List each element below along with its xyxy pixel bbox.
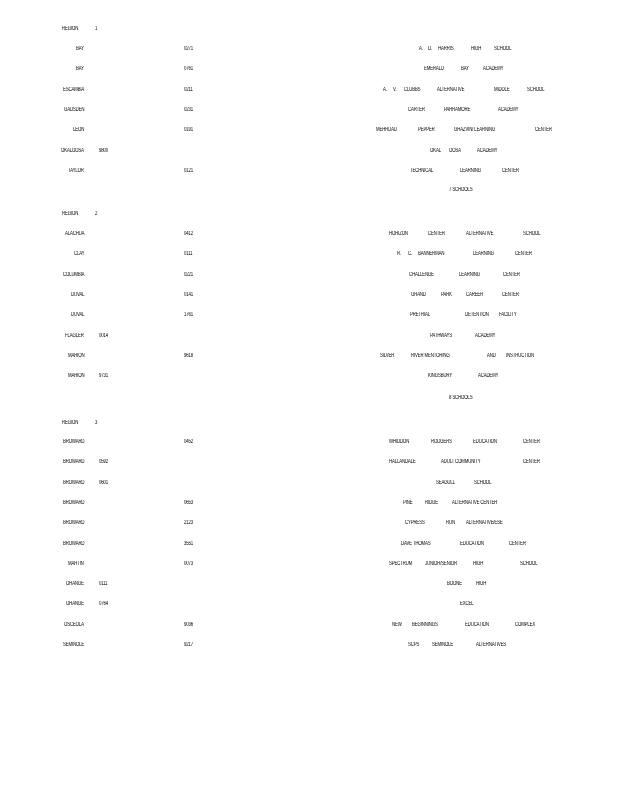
school-name-word: HARRIS bbox=[438, 46, 454, 52]
school-name-word: CARTER bbox=[408, 107, 425, 113]
code-b: 0221 bbox=[184, 272, 194, 278]
code-b: 9618 bbox=[184, 353, 194, 359]
school-name-word: BANNERMAN bbox=[418, 251, 445, 257]
region-label: REGION bbox=[62, 420, 79, 426]
county-name: MARION bbox=[68, 373, 85, 379]
school-name-word: SEAGULL bbox=[436, 480, 455, 486]
school-name-word: RIDGE bbox=[425, 500, 438, 506]
school-name-word: HALLANDALE bbox=[389, 459, 416, 465]
region-total: 8 SCHOOLS bbox=[449, 395, 473, 401]
school-name-word: FACILITY bbox=[499, 312, 517, 318]
school-name-word: LEARNING bbox=[473, 251, 494, 257]
school-name-word: CENTER bbox=[502, 168, 519, 174]
school-name-word: PEPPER bbox=[418, 127, 435, 133]
county-name: ORANGE bbox=[66, 601, 84, 607]
school-name-word: BAY bbox=[461, 66, 469, 72]
county-name: BAY bbox=[76, 66, 84, 72]
school-name-word: SCPS bbox=[408, 642, 420, 648]
school-name-word: DETENTION bbox=[465, 312, 489, 318]
county-name: BAY bbox=[76, 46, 84, 52]
school-name-word: KINGSBURY bbox=[428, 373, 453, 379]
school-name-word: JUNIOR/SENIOR bbox=[425, 561, 457, 567]
school-name-word: PINE bbox=[403, 500, 413, 506]
school-name-word: D. bbox=[428, 46, 433, 52]
school-name-word: SILVER bbox=[380, 353, 395, 359]
school-name-word: GRAND bbox=[411, 292, 426, 298]
region-number: 2 bbox=[95, 211, 98, 217]
county-name: FLAGLER bbox=[65, 333, 84, 339]
school-name-word: ALTERNATIVES bbox=[476, 642, 507, 648]
code-a: 9731 bbox=[99, 373, 109, 379]
school-name-word: COMPLEX bbox=[515, 622, 536, 628]
county-name: GADSDEN bbox=[64, 107, 85, 113]
school-name-word: HIGH bbox=[473, 561, 484, 567]
code-a: 0014 bbox=[99, 333, 109, 339]
school-name-word: SCHOOL bbox=[494, 46, 512, 52]
county-name: MARION bbox=[68, 353, 85, 359]
school-name-word: SCHOOL bbox=[520, 561, 538, 567]
school-name-word: SCHOOL bbox=[474, 480, 492, 486]
school-name-word: DAVE THOMAS bbox=[401, 541, 431, 547]
county-name: DUVAL bbox=[71, 292, 85, 298]
school-name-word: HIGH bbox=[471, 46, 482, 52]
code-b: 0073 bbox=[184, 561, 194, 567]
school-name-word: CENTER bbox=[509, 541, 526, 547]
county-name: ORANGE bbox=[66, 581, 84, 587]
school-name-word: ALTERNATIVE/ESE bbox=[466, 520, 503, 526]
school-name-word: ACADEMY bbox=[483, 66, 504, 72]
code-b: 1761 bbox=[184, 312, 194, 318]
code-b: 0121 bbox=[184, 168, 194, 174]
school-name-word: CAREER bbox=[466, 292, 484, 298]
county-name: OKALOOSA bbox=[61, 148, 84, 154]
county-name: CLAY bbox=[74, 251, 85, 257]
school-name-word: INSTRUCTION bbox=[506, 353, 534, 359]
code-b: 0412 bbox=[184, 231, 194, 237]
school-name-word: EDUCATION bbox=[473, 439, 497, 445]
school-name-word: EMERALD bbox=[424, 66, 444, 72]
school-name-word: PARRAMORE bbox=[444, 107, 471, 113]
school-name-word: V. bbox=[393, 87, 397, 93]
school-name-word: CENTER bbox=[523, 459, 540, 465]
county-name: OSCEOLA bbox=[64, 622, 84, 628]
school-name-word: BOONE bbox=[447, 581, 462, 587]
school-name-word: RODGERS bbox=[431, 439, 452, 445]
code-a: 9800 bbox=[99, 148, 109, 154]
school-name-word: CHALLENGE bbox=[409, 272, 434, 278]
school-name-word: ALTERNATIVE CENTER bbox=[452, 500, 498, 506]
region-number: 1 bbox=[95, 26, 98, 32]
school-name-word: ACADEMY bbox=[478, 373, 499, 379]
school-name-word: CLUBBS bbox=[404, 87, 421, 93]
school-name-word: CENTER bbox=[515, 251, 532, 257]
school-name-word: LEARNING bbox=[459, 272, 480, 278]
school-name-word: ALTERNATIVE bbox=[437, 87, 465, 93]
county-name: BROWARD bbox=[63, 439, 85, 445]
code-b: 0452 bbox=[184, 439, 194, 445]
school-name-word: CENTER bbox=[428, 231, 445, 237]
code-b: 2123 bbox=[184, 520, 194, 526]
school-name-word: ACADEMY bbox=[475, 333, 496, 339]
code-b: 0231 bbox=[184, 107, 194, 113]
school-name-word: SCHOOL bbox=[527, 87, 545, 93]
school-name-word: CENTER bbox=[523, 439, 540, 445]
school-name-word: RIVER MENTORING bbox=[411, 353, 450, 359]
region-label: REGION bbox=[62, 211, 79, 217]
school-name-word: ADULT COMMUNITY bbox=[441, 459, 481, 465]
county-name: BROWARD bbox=[63, 500, 85, 506]
school-name-word: RUN bbox=[446, 520, 455, 526]
school-name-word: SEMINOLE bbox=[432, 642, 454, 648]
school-name-word: NEW bbox=[392, 622, 402, 628]
code-b: 3551 bbox=[184, 541, 194, 547]
region-total: 7 SCHOOLS bbox=[449, 187, 473, 193]
school-name-word: PATHWAYS bbox=[430, 333, 452, 339]
school-name-word: ACADEMY bbox=[498, 107, 519, 113]
code-b: 0111 bbox=[184, 251, 193, 257]
school-name-word: CENTER bbox=[503, 272, 520, 278]
school-name-word: A. bbox=[383, 87, 387, 93]
code-b: 9036 bbox=[184, 622, 194, 628]
county-name: TAYLOR bbox=[68, 168, 84, 174]
school-name-word: EDUCATION bbox=[460, 541, 484, 547]
school-name-word: TECHNICAL bbox=[410, 168, 434, 174]
county-name: BROWARD bbox=[63, 480, 85, 486]
code-b: 0141 bbox=[184, 292, 194, 298]
school-name-word: MIDDLE bbox=[494, 87, 510, 93]
code-b: 0211 bbox=[184, 87, 193, 93]
code-b: 0191 bbox=[184, 127, 194, 133]
code-a: 0592 bbox=[99, 459, 109, 465]
county-name: LEON bbox=[73, 127, 85, 133]
school-name-word: OOSA bbox=[449, 148, 461, 154]
school-name-word: OKAL bbox=[430, 148, 441, 154]
code-b: 0761 bbox=[184, 66, 194, 72]
code-a: 0764 bbox=[99, 601, 109, 607]
school-name-word: SCHOOL bbox=[523, 231, 541, 237]
code-b: 0653 bbox=[184, 500, 194, 506]
school-name-word: CYPRESS bbox=[405, 520, 425, 526]
school-name-word: C. bbox=[408, 251, 413, 257]
county-name: ESCAMBIA bbox=[63, 87, 85, 93]
code-a: 0601 bbox=[99, 480, 109, 486]
school-name-word: PARK bbox=[441, 292, 452, 298]
school-name-word: ALTERNATIVE bbox=[466, 231, 494, 237]
school-name-word: SPECTRUM bbox=[389, 561, 413, 567]
school-name-word: PRETRIAL bbox=[410, 312, 430, 318]
school-name-word: GHAZVINI LEARNING bbox=[454, 127, 496, 133]
code-a: 0111 bbox=[99, 581, 108, 587]
county-name: BROWARD bbox=[63, 541, 85, 547]
school-name-word: CENTER bbox=[535, 127, 552, 133]
county-name: DUVAL bbox=[71, 312, 85, 318]
county-name: SEMINOLE bbox=[63, 642, 85, 648]
code-b: 0271 bbox=[184, 46, 194, 52]
region-label: REGION bbox=[62, 26, 79, 32]
county-name: COLUMBIA bbox=[63, 272, 85, 278]
region-number: 3 bbox=[95, 420, 98, 426]
school-name-word: AND bbox=[487, 353, 496, 359]
school-name-word: EXCEL bbox=[460, 601, 474, 607]
school-name-word: BEGINNINGS bbox=[412, 622, 438, 628]
county-name: BROWARD bbox=[63, 459, 85, 465]
school-name-word: EDUCATION bbox=[465, 622, 489, 628]
school-name-word: CENTER bbox=[502, 292, 519, 298]
code-b: 9217 bbox=[184, 642, 194, 648]
county-name: MARTIN bbox=[68, 561, 84, 567]
school-name-word: A. bbox=[419, 46, 423, 52]
school-name-word: HORIZON bbox=[389, 231, 408, 237]
school-name-word: MEHRDAD bbox=[376, 127, 397, 133]
school-name-word: WHIDDON bbox=[389, 439, 410, 445]
school-name-word: HIGH bbox=[476, 581, 487, 587]
county-name: ALACHUA bbox=[65, 231, 85, 237]
county-name: BROWARD bbox=[63, 520, 85, 526]
school-name-word: ACADEMY bbox=[477, 148, 498, 154]
school-name-word: LEARNING bbox=[460, 168, 481, 174]
school-name-word: R. bbox=[397, 251, 402, 257]
